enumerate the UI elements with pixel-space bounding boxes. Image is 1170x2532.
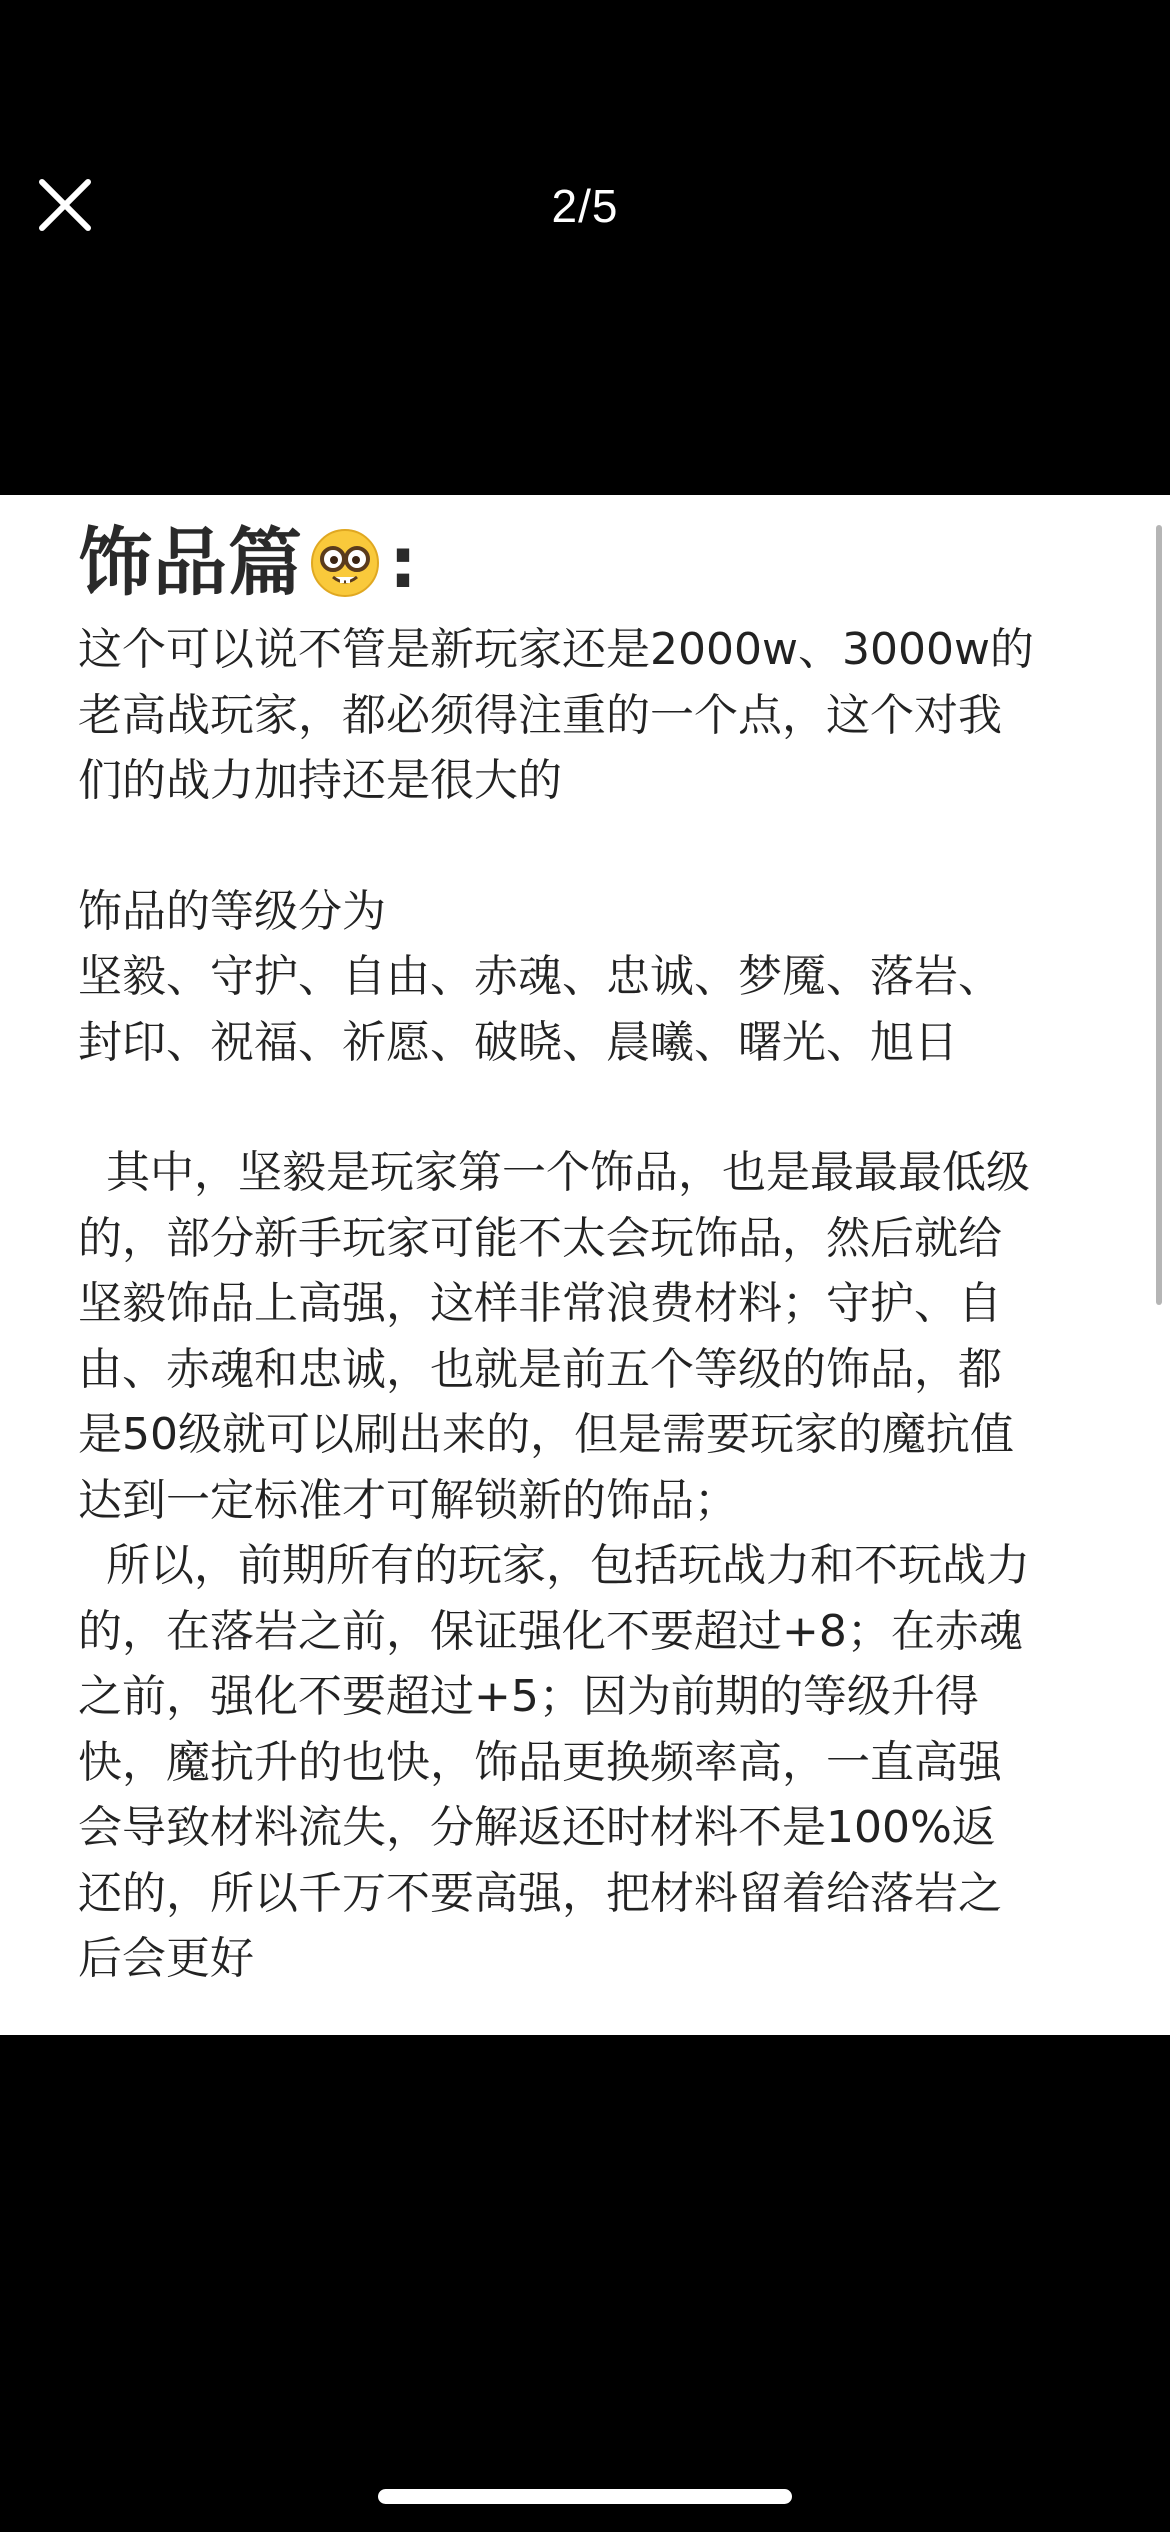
- nerd-face-icon: [309, 527, 381, 599]
- home-indicator[interactable]: [378, 2489, 792, 2504]
- article: [78, 519, 1098, 1992]
- viewer-header: [0, 0, 1170, 495]
- paragraph-gap: [78, 814, 1098, 879]
- paragraph-details: 其中，坚毅是玩家第一个饰品，也是最最最低级 的，部分新手玩家可能不太会玩饰品，然后就给 坚毅饰品上高强，这样非常浪费材料；守护、自 由、赤魂和忠诚，也就是前五个等级的饰品，都 是50级就可以刷出来的，但是需要玩家的魔抗值 达到一定标准才可解锁新的饰品； 所以，前期所有的玩家，包括玩战力和不玩战力 的，在落岩之前，保证强化不要超过+8；在赤魂 之前，强化不要超过+5；因为前期的等级升得 快，魔抗升的也快，饰品更换频率高，一直高强 会导致材料流失，分解返还时材料不是100%返 还的，所以千万不要高强，把材料留着给落岩之 后会更好: [78, 1147, 1030, 1984]
- image-content[interactable]: [0, 495, 1170, 2035]
- paragraph-levels: 饰品的等级分为 坚毅、守护、自由、赤魂、忠诚、梦魇、落岩、 封印、祝福、祈愿、破晓、晨曦、曙光、旭日: [78, 885, 1002, 1068]
- paragraph-gap: [78, 1075, 1098, 1140]
- paragraph-intro: 这个可以说不管是新玩家还是2000w、3000w的 老高战玩家，都必须得注重的一个点，这个对我 们的战力加持还是很大的: [78, 624, 1034, 806]
- scrollbar[interactable]: [1156, 525, 1162, 1305]
- title-colon: :: [389, 522, 417, 604]
- title-text: 饰品篇: [78, 520, 303, 606]
- article-title: [78, 519, 1098, 607]
- page-counter: 2/5: [551, 180, 619, 232]
